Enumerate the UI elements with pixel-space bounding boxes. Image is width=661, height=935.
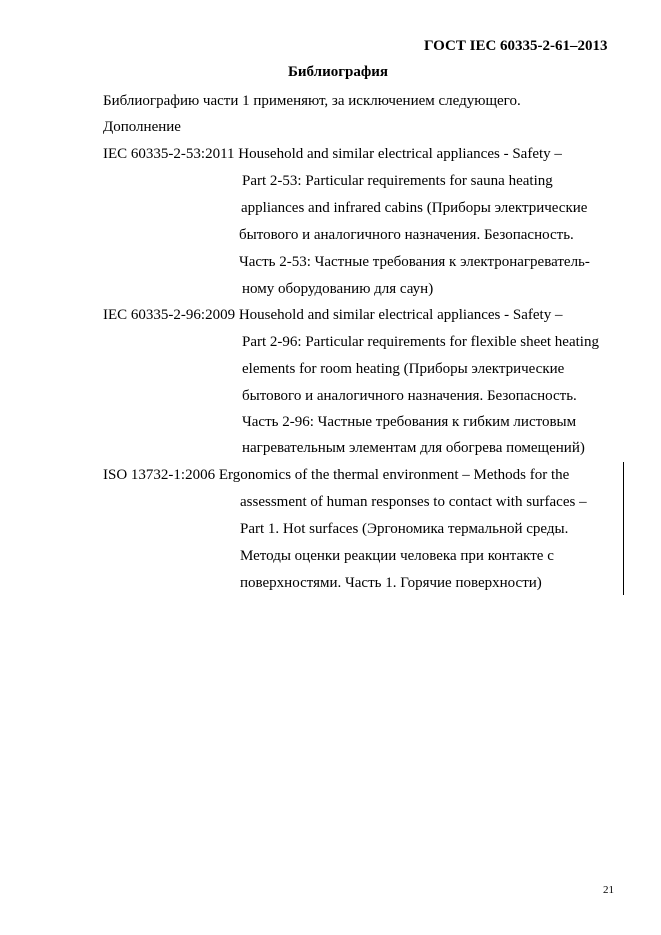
- intro-paragraph: Библиографию части 1 применяют, за исключением следующего.: [103, 93, 521, 109]
- entry-line: поверхностями. Часть 1. Горячие поверхности): [240, 575, 542, 591]
- entry-line: Part 1. Hot surfaces (Эргономика термальной среды.: [240, 521, 569, 537]
- entry-line: ному оборудованию для саун): [242, 281, 434, 297]
- entry-line: appliances and infrared cabins (Приборы электрические: [241, 200, 588, 216]
- revision-change-bar: [623, 462, 624, 595]
- document-header-code: ГОСТ IEC 60335-2-61–2013: [424, 38, 608, 54]
- entry-line: Часть 2-96: Частные требования к гибким листовым: [242, 414, 577, 430]
- entry-line: Part 2-96: Particular requirements for flexible sheet heating: [242, 334, 599, 350]
- entry-line: assessment of human responses to contact with surfaces –: [240, 494, 587, 510]
- section-title: Библиография: [288, 64, 389, 80]
- entry-line: Part 2-53: Particular requirements for sauna heating: [242, 173, 553, 189]
- entry-line: ISO 13732-1:2006 Ergonomics of the thermal environment – Methods for the: [103, 467, 570, 483]
- entry-line: бытового и аналогичного назначения. Безопасность.: [239, 227, 574, 243]
- entry-line: IEC 60335-2-53:2011 Household and similar electrical appliances - Safety –: [103, 146, 562, 162]
- addition-label: Дополнение: [103, 119, 181, 135]
- entry-line: Часть 2-53: Частные требования к электронагреватель-: [239, 254, 590, 270]
- entry-line: Методы оценки реакции человека при контакте с: [240, 548, 554, 564]
- entry-line: бытового и аналогичного назначения. Безопасность.: [242, 388, 577, 404]
- entry-line: IEC 60335-2-96:2009 Household and similar electrical appliances - Safety –: [103, 307, 563, 323]
- entry-line: нагревательным элементам для обогрева помещений): [242, 440, 585, 456]
- page-number: 21: [603, 884, 614, 896]
- entry-line: elements for room heating (Приборы электрические: [242, 361, 565, 377]
